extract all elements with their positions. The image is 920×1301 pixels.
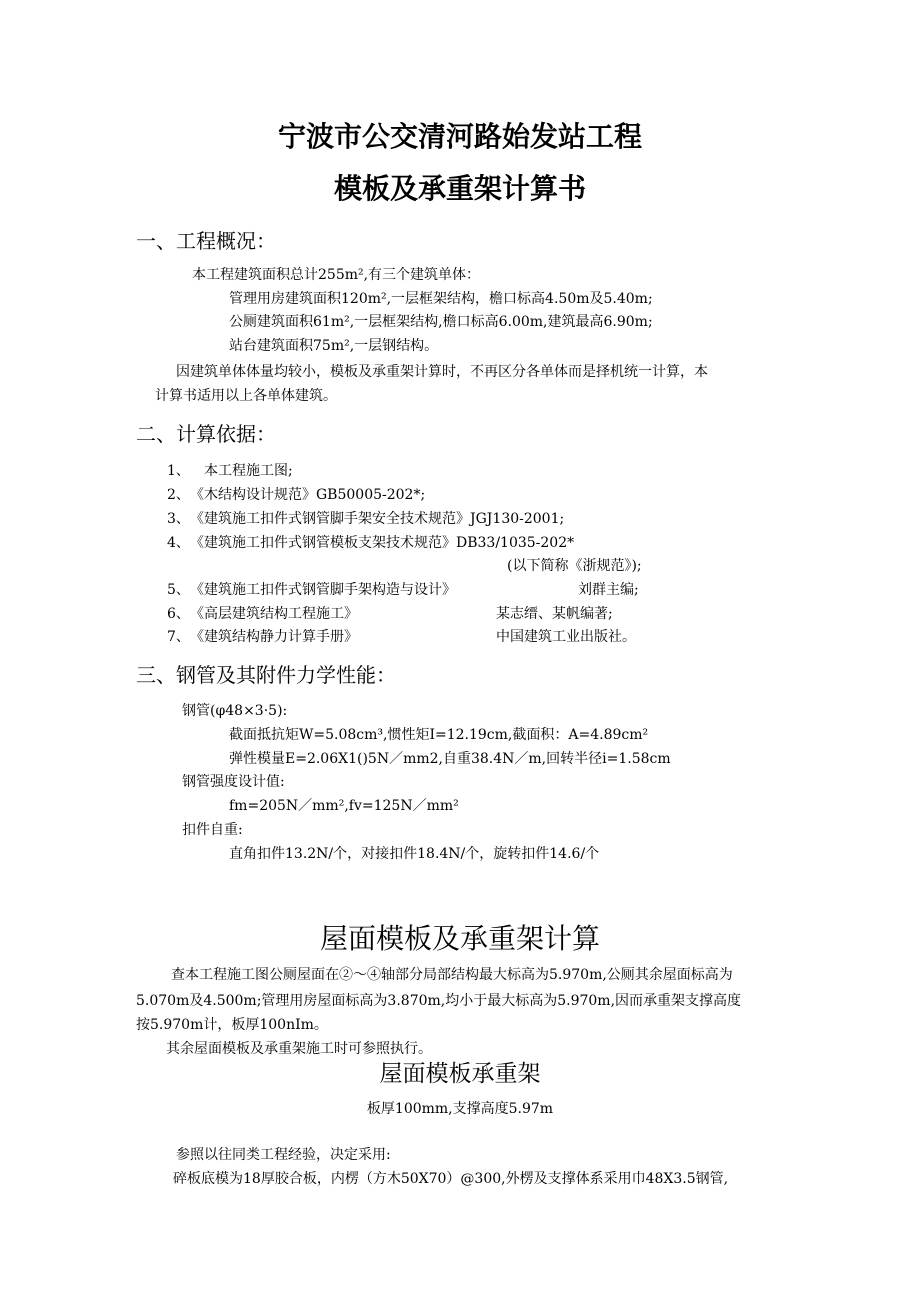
reference-text: 《建筑施工扣件式钢管脚手架安全技术规范》JGJ130-2001;	[190, 511, 565, 527]
reference-number: 6、	[167, 606, 190, 622]
pipe-properties-line2: 弹性模量E=2.06X1()5N／mm2,自重38.4N／m,回转半径i=1.58cm	[229, 751, 671, 767]
roof-paragraph-line1: 查本工程施工图公厕屋面在②～④轴部分局部结构最大标高为5.970m,公厕其余屋面标高为	[171, 967, 733, 983]
roof-paragraph2: 其余屋面模板及承重架施工时可参照执行。	[166, 1041, 432, 1057]
document-title-line1: 宁波市公交清河路始发站工程	[277, 120, 642, 153]
reference-number: 1、	[167, 463, 190, 479]
section3-heading: 三、钢管及其附件力学性能：	[136, 663, 396, 687]
reference-note: 刘群主编;	[578, 582, 639, 598]
section1-item: 站台建筑面积75m²,一层钢结构。	[229, 338, 439, 354]
adoption-line: 碎板底模为18厚胶合板，内楞（方木50X70）@300,外楞及支撑体系采用巾48X3.5钢管,	[173, 1171, 729, 1187]
pipe-label: 钢管(φ48×3·5):	[182, 703, 288, 719]
section2-heading: 二、计算依据：	[136, 422, 276, 446]
reference-text: (以下简称《浙规范》);	[507, 558, 642, 574]
section1-paragraph-line2: 计算书适用以上各单体建筑。	[155, 388, 337, 404]
experience-line: 参照以往同类工程经验，决定采用:	[176, 1147, 391, 1163]
roof-spec: 板厚100mm,支撑高度5.97m	[366, 1101, 554, 1117]
reference-text: 《建筑施工扣件式钢管脚手架构造与设计》	[190, 582, 456, 598]
section1-item: 公厕建筑面积61m²,一层框架结构,檐口标高6.00m,建筑最高6.90m;	[229, 314, 653, 330]
section1-paragraph-line1: 因建筑单体体量均较小，模板及承重架计算时，不再区分各单体而是择机统一计算，本	[176, 364, 708, 380]
roof-subheading: 屋面模板承重架	[379, 1061, 541, 1087]
reference-text: 本工程施工图;	[204, 463, 293, 479]
strength-values: fm=205N／mm²,fv=125N／mm²	[229, 798, 459, 814]
reference-text: 《木结构设计规范》GB50005-202*;	[190, 487, 426, 503]
reference-number: 7、	[167, 629, 190, 645]
roof-heading: 屋面模板及承重架计算	[319, 922, 600, 955]
fastener-weights: 直角扣件13.2N/个，对接扣件18.4N/个，旋转扣件14.6/个	[229, 846, 600, 862]
reference-note: 某志缙、某帆编著;	[496, 606, 613, 622]
roof-paragraph-line2: 5.070m及4.500m;管理用房屋面标高为3.870m,均小于最大标高为5.970m,因而承重架支撑高度	[136, 993, 742, 1009]
section1-intro: 本工程建筑面积总计255m²,有三个建筑单体：	[192, 267, 481, 283]
roof-paragraph-line3: 按5.970m计，板厚100nIm。	[136, 1017, 328, 1033]
reference-number: 2、	[167, 487, 190, 503]
reference-text: 《建筑结构静力计算手册》	[190, 629, 358, 645]
reference-number: 3、	[167, 511, 190, 527]
section1-heading: 一、工程概况：	[136, 229, 276, 253]
reference-text: 《建筑施工扣件式钢管模板支架技术规范》DB33/1035-202*	[190, 535, 575, 551]
fastener-label: 扣件自重:	[182, 822, 243, 838]
reference-number: 5、	[167, 582, 190, 598]
reference-text: 《高层建筑结构工程施工》	[190, 606, 358, 622]
document-title-line2: 模板及承重架计算书	[333, 172, 586, 205]
reference-note: 中国建筑工业出版社。	[496, 629, 636, 645]
strength-label: 钢管强度设计值:	[182, 774, 285, 790]
reference-number: 4、	[167, 535, 190, 551]
pipe-properties-line1: 截面抵抗矩W=5.08cm³,惯性矩I=12.19cm,截面积：A=4.89cm²	[229, 727, 649, 743]
section1-item: 管理用房建筑面积120m²,一层框架结构，檐口标高4.50m及5.40m;	[229, 291, 653, 307]
